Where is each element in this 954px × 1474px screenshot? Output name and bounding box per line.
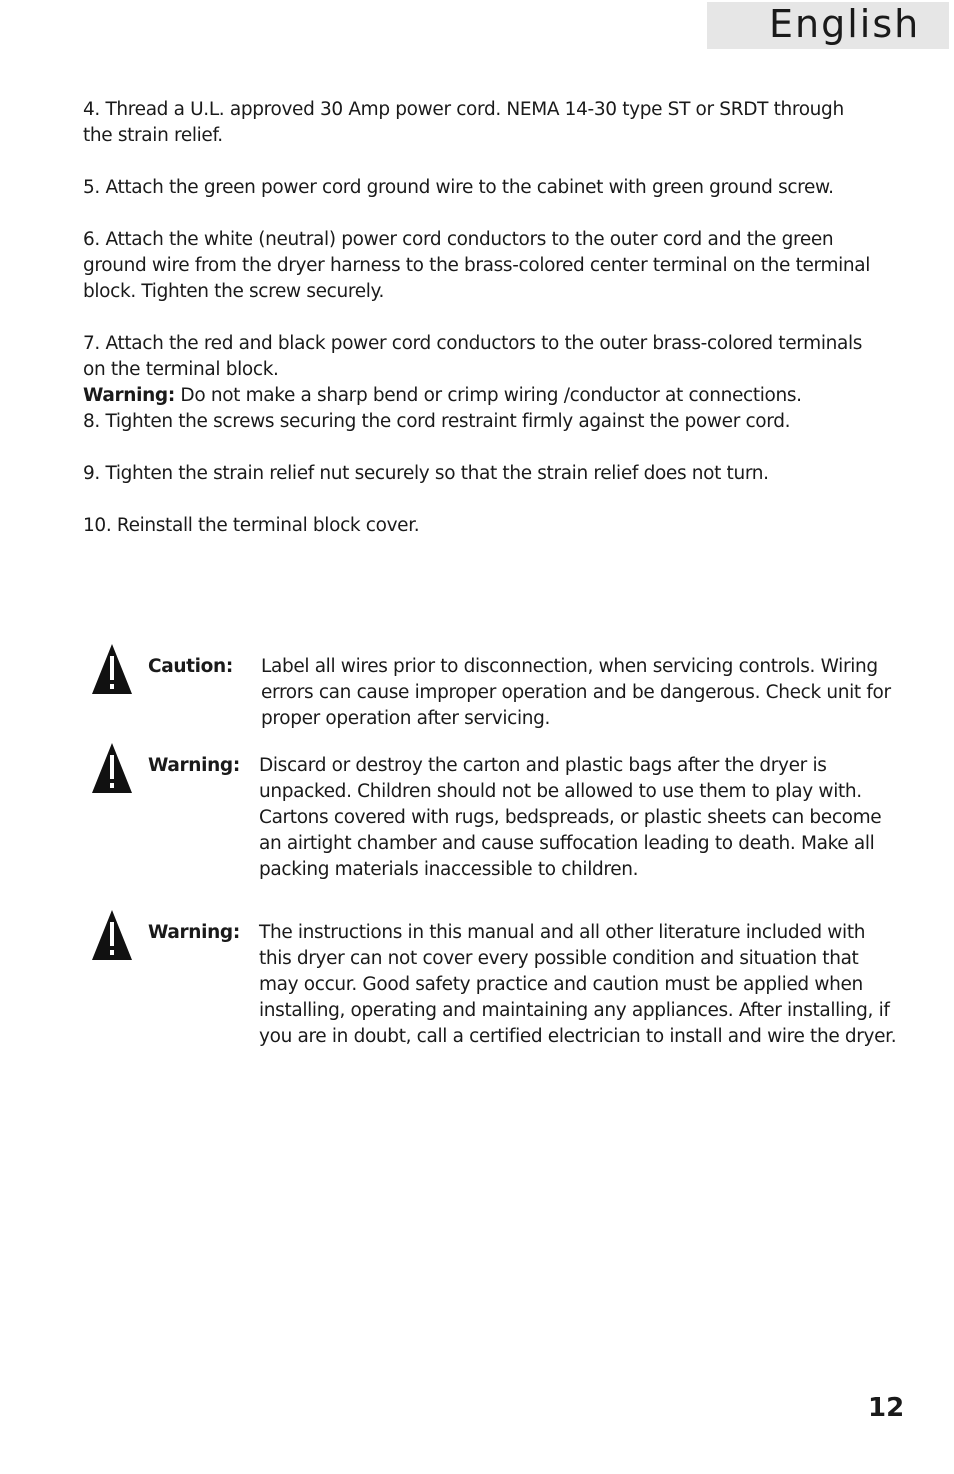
- inline-warning-text: Do not make a sharp bend or crimp wiring /conductor at connections.: [174, 385, 802, 406]
- step-4: 4. Thread a U.L. approved 30 Amp power cord. NEMA 14-30 type ST or SRDT through the strain relief.: [83, 99, 844, 146]
- warning-text-packaging: Discard or destroy the carton and plastic bags after the dryer is unpacked. Children should not be allowed to use them to play with. Cartons covered with rugs, bedspreads, or plastic sheets can become an airtight chamber and cause suffocation leading to death. Make all packing materials inaccessible to children.: [259, 755, 882, 880]
- warning-label: Warning:: [148, 922, 240, 943]
- step-9: 9. Tighten the strain relief nut securely so that the strain relief does not turn.: [83, 463, 769, 484]
- caution-label: Caution:: [148, 656, 233, 677]
- language-tab: [707, 2, 949, 49]
- inline-warning: [83, 383, 873, 409]
- page-number: 12: [868, 1393, 905, 1423]
- inline-warning-label: Warning:: [83, 385, 175, 406]
- step-8: 8. Tighten the screws securing the cord restraint firmly against the power cord.: [83, 411, 791, 432]
- warning-triangle-icon: [92, 644, 132, 694]
- warning-triangle-icon: [92, 910, 132, 960]
- step-6: 6. Attach the white (neutral) power cord conductors to the outer cord and the green ground wire from the dryer harness to the brass-colored center terminal on the terminal block. Tighten the screw securely.: [83, 229, 871, 302]
- warning-text-literature: The instructions in this manual and all other literature included with this dryer can not cover every possible condition and situation that may occur. Good safety practice and caution must be applied when installing, operating and maintaining any appliances. After installing, if you are in doubt, call a certified electrician to install and wire the dryer.: [259, 922, 897, 1047]
- step-10: 10. Reinstall the terminal block cover.: [83, 515, 420, 536]
- warning-triangle-icon: [92, 743, 132, 793]
- step-7: 7. Attach the red and black power cord conductors to the outer brass-colored terminals on the terminal block.: [83, 333, 863, 380]
- caution-text: Label all wires prior to disconnection, when servicing controls. Wiring errors can cause improper operation and be dangerous. Check unit for proper operation after servicing.: [261, 656, 891, 729]
- warning-label: Warning:: [148, 755, 240, 776]
- step-5: 5. Attach the green power cord ground wire to the cabinet with green ground screw.: [83, 177, 834, 198]
- language-label: English: [769, 2, 921, 46]
- installation-steps: [83, 97, 873, 539]
